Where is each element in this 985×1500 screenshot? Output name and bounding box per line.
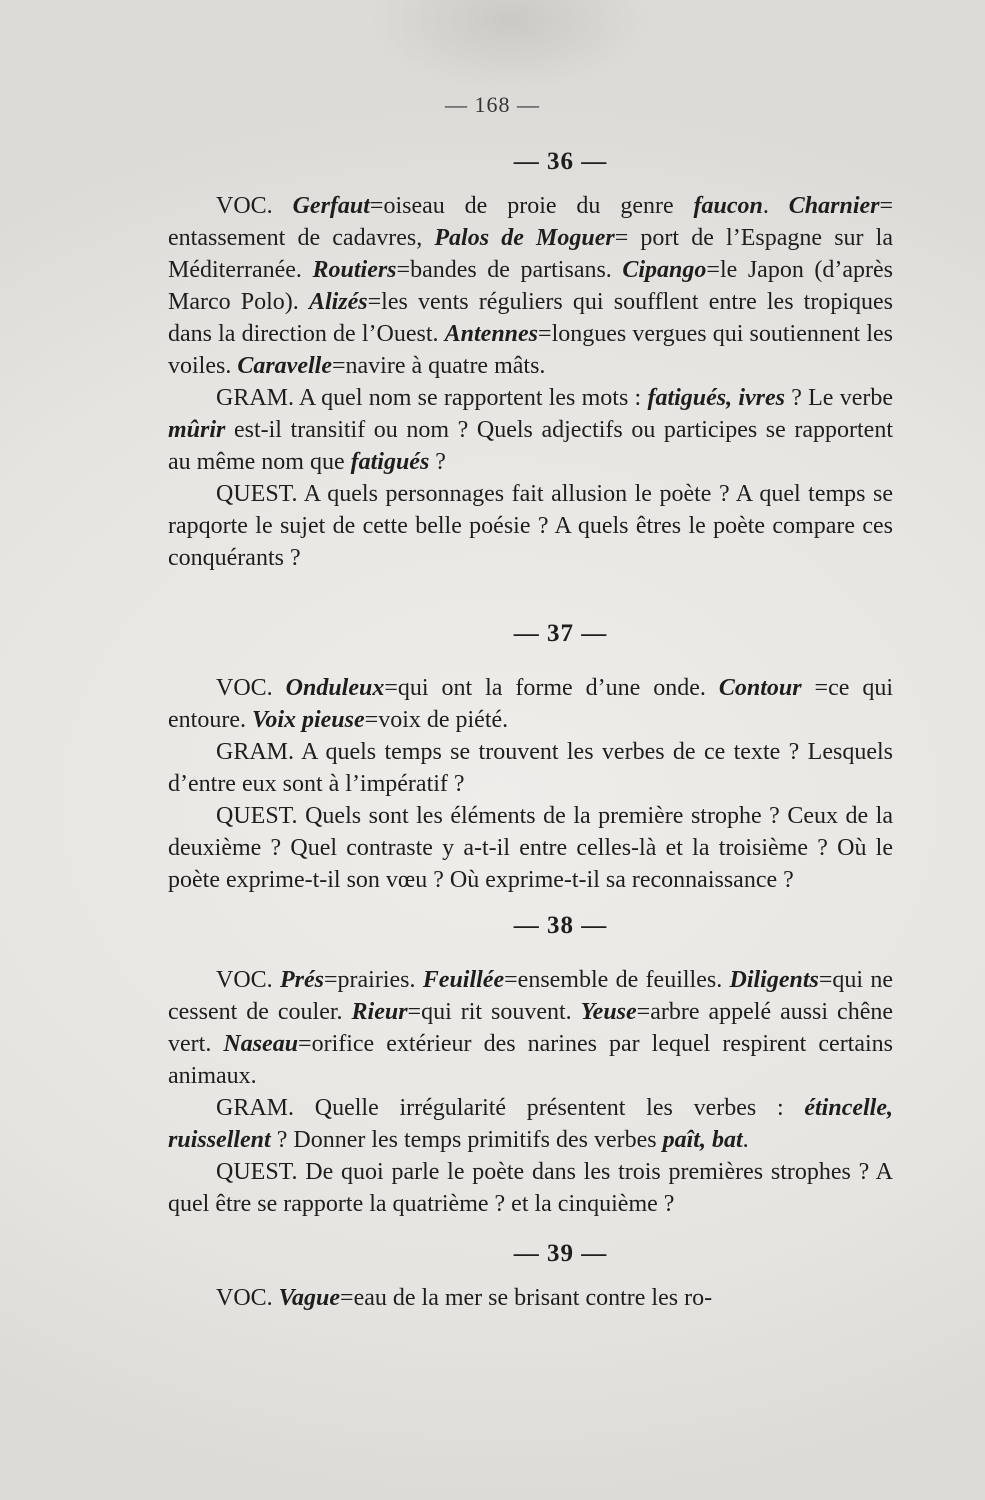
voc-label: VOC.: [216, 193, 273, 219]
vocab-term: Diligents: [729, 967, 819, 993]
vocab-definition: =ce qui entoure.: [168, 675, 894, 733]
gram-text: A quels temps se trouvent les verbes de ce texte ? Lesquels d’entre eux sont à l’impératif ?: [168, 739, 893, 797]
vocab-term: Prés: [279, 967, 324, 993]
quest-text: A quels personnages fait allusion le poète ? A quel temps se rapqorte le sujet de cette belle poésie ? A quels êtres le poète compare ces conquérants ?: [168, 481, 893, 571]
vocab-term: Naseau: [223, 1031, 299, 1057]
section-heading: — 38 —: [513, 912, 608, 939]
quest-text: De quoi parle le poète dans les trois premières strophes ? A quel être se rapporte la quatrième ? et la cinquième ?: [168, 1159, 893, 1217]
vocab-definition: =qui ne cessent de couler.: [168, 967, 894, 1025]
vocab-term: Yeuse: [580, 999, 637, 1025]
vocab-definition: =navire à quatre mâts.: [331, 353, 546, 379]
gram-text: ? Le verbe: [785, 385, 893, 411]
gram-text: ? Donner les temps primitifs des verbes: [270, 1127, 663, 1153]
voc-label: VOC.: [216, 1285, 273, 1311]
vocab-definition: = port de l’Espagne sur la Méditerranée.: [168, 225, 894, 283]
vocab-term: Palos de Moguer: [434, 225, 615, 251]
vocab-definition: = entassement de cadavres,: [168, 193, 894, 251]
vocab-term: Voix pieuse: [251, 707, 365, 733]
gram-label: GRAM.: [216, 385, 295, 411]
vocab-definition: =bandes de partisans.: [396, 257, 623, 283]
vocab-term: Vague: [278, 1285, 341, 1311]
vocab-definition: .: [762, 193, 789, 219]
vocab-term: Feuillée: [422, 967, 505, 993]
vocab-term: Antennes: [444, 321, 539, 347]
vocab-term: Alizés: [308, 289, 368, 315]
cited-word: mûrir: [168, 417, 226, 443]
exercise-section-38: [168, 912, 893, 1220]
vocab-definition: =prairies.: [323, 967, 423, 993]
gram-text: ?: [429, 449, 446, 475]
gram-text: A quel nom se rapportent les mots :: [294, 385, 648, 411]
vocab-term: faucon: [693, 193, 763, 219]
quest-label: QUEST.: [216, 1159, 298, 1185]
quest-text: Quels sont les éléments de la première strophe ? Ceux de la deuxième ? Quel contraste y a-t-il entre celles-là et la troisième ? Où le poète exprime-t-il son vœu ? Où exprime-t-il sa reconnaissance ?: [168, 803, 893, 893]
gram-text: .: [742, 1127, 749, 1153]
gram-label: GRAM.: [216, 1095, 295, 1121]
vocab-definition: =les vents réguliers qui soufflent entre les tropiques dans la direction de l’Ouest.: [168, 289, 893, 347]
vocab-term: Rieur: [351, 999, 408, 1025]
gram-paragraph: [168, 1092, 893, 1156]
vocab-definition: =qui rit souvent.: [407, 999, 581, 1025]
section-heading: — 36 —: [513, 148, 608, 175]
voc-label: VOC.: [216, 967, 273, 993]
vocab-definition: =arbre appelé aussi chêne vert.: [168, 999, 894, 1057]
cited-word: fatigués: [350, 449, 430, 475]
vocab-term: Gerfaut: [292, 193, 370, 219]
vocab-definition: =qui ont la forme d’une onde.: [384, 675, 719, 701]
quest-paragraph: [168, 1156, 893, 1220]
vocab-definition: =ensemble de feuilles.: [504, 967, 730, 993]
gram-text: est-il transitif ou nom ? Quels adjectifs ou participes se rapportent au même nom que: [168, 417, 893, 475]
cited-word: étincelle, ruissellent: [168, 1095, 893, 1153]
voc-paragraph: [168, 190, 893, 382]
voc-paragraph: [168, 1282, 893, 1314]
vocab-definition: =eau de la mer se brisant contre les ro-: [340, 1285, 713, 1311]
exercise-section-37: [168, 620, 893, 896]
gram-text: Quelle irrégularité présentent les verbes :: [294, 1095, 805, 1121]
gram-label: GRAM.: [216, 739, 295, 765]
section-heading: — 39 —: [513, 1240, 608, 1267]
vocab-term: Caravelle: [237, 353, 332, 379]
cited-word: paît, bat: [662, 1127, 743, 1153]
vocab-term: Contour: [718, 675, 802, 701]
vocab-definition: =voix de piété.: [364, 707, 509, 733]
quest-paragraph: [168, 478, 893, 574]
gram-paragraph: [168, 382, 893, 478]
quest-label: QUEST.: [216, 481, 298, 507]
page-number: — 168 —: [445, 92, 540, 117]
vocab-term: Routiers: [312, 257, 397, 283]
vocab-definition: =longues vergues qui soutiennent les voiles.: [168, 321, 893, 379]
gram-paragraph: [168, 736, 893, 800]
voc-paragraph: [168, 672, 893, 736]
voc-paragraph: [168, 964, 893, 1092]
vocab-term: Charnier: [788, 193, 880, 219]
quest-paragraph: [168, 800, 893, 896]
exercise-section-39: [168, 1240, 893, 1314]
vocab-definition: =oiseau de proie du genre: [369, 193, 694, 219]
vocab-definition: =le Japon (d’après Marco Polo).: [168, 257, 894, 315]
cited-word: fatigués, ivres: [647, 385, 786, 411]
vocab-definition: =orifice extérieur des narines par lequel respirent certains animaux.: [168, 1031, 894, 1089]
exercise-section-36: [168, 148, 893, 574]
quest-label: QUEST.: [216, 803, 298, 829]
vocab-term: Onduleux: [285, 675, 385, 701]
section-heading: — 37 —: [513, 620, 608, 647]
vocab-term: Cipango: [622, 257, 707, 283]
voc-label: VOC.: [216, 675, 273, 701]
